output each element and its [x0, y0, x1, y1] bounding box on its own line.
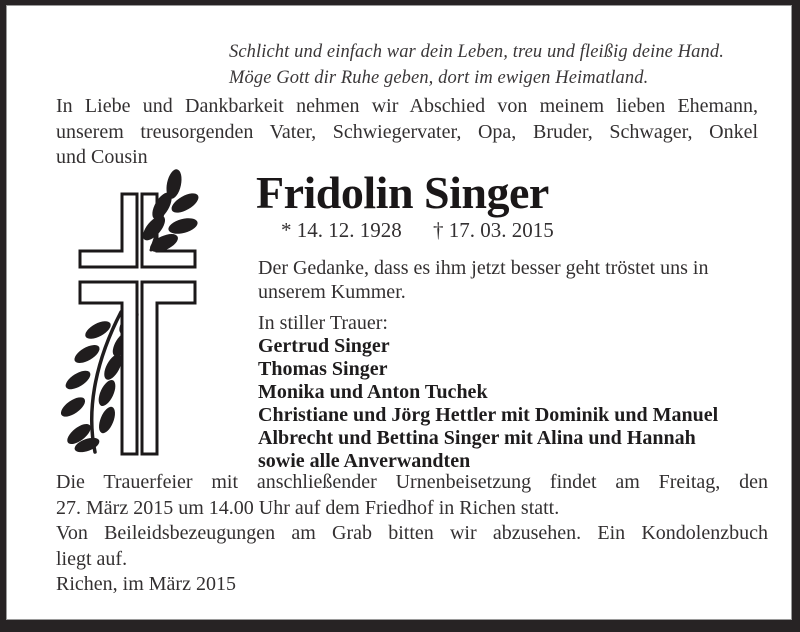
funeral-line: liegt auf. [56, 547, 128, 570]
epigraph-line: Möge Gott dir Ruhe geben, dort im ewigen Heimatland. [229, 68, 649, 88]
funeral-line: 27. März 2015 um 14.00 Uhr auf dem Friedhof in Richen statt. [56, 496, 560, 519]
funeral-line: Die Trauerfeier mit anschließender Urnenbeisetzung findet am Freitag, den [56, 471, 768, 493]
epigraph [229, 39, 724, 91]
mourners-list [258, 335, 778, 473]
funeral-info [56, 470, 768, 572]
life-dates [281, 218, 554, 243]
condolence-text [258, 256, 768, 304]
birth-date: * 14. 12. 1928 [281, 218, 402, 242]
mourner-name: Albrecht und Bettina Singer mit Alina und Hannah [258, 427, 696, 449]
intro-line: unserem treusorgenden Vater, Schwiegervater, Opa, Bruder, Schwager, Onkel [56, 120, 758, 143]
condolence-line: unserem Kummer. [258, 281, 406, 303]
death-date: † 17. 03. 2015 [433, 218, 554, 242]
deceased-name: Fridolin Singer [256, 167, 549, 218]
epigraph-line: Schlicht und einfach war dein Leben, treu und fleißig deine Hand. [229, 42, 724, 62]
mourning-label: In stiller Trauer: [258, 312, 388, 334]
intro-line: und Cousin [56, 146, 148, 168]
funeral-line: Von Beileidsbezeugungen am Grab bitten wir abzusehen. Ein Kondolenzbuch [56, 522, 768, 544]
mourner-name: Thomas Singer [258, 358, 388, 380]
notice-card [6, 5, 792, 620]
place-date-line: Richen, im März 2015 [56, 573, 236, 595]
intro-line: In Liebe und Dankbarkeit nehmen wir Abschied von meinem lieben Ehemann, [56, 95, 758, 117]
mourner-name: sowie alle Anverwandten [258, 450, 471, 472]
mourner-name: Gertrud Singer [258, 335, 390, 357]
mourner-name: Christiane und Jörg Hettler mit Dominik und Manuel [258, 404, 719, 426]
condolence-line: Der Gedanke, dass es ihm jetzt besser geht tröstet uns in [258, 257, 709, 279]
cross-with-laurel-branch-icon [37, 156, 257, 476]
mourner-name: Monika und Anton Tuchek [258, 381, 488, 403]
